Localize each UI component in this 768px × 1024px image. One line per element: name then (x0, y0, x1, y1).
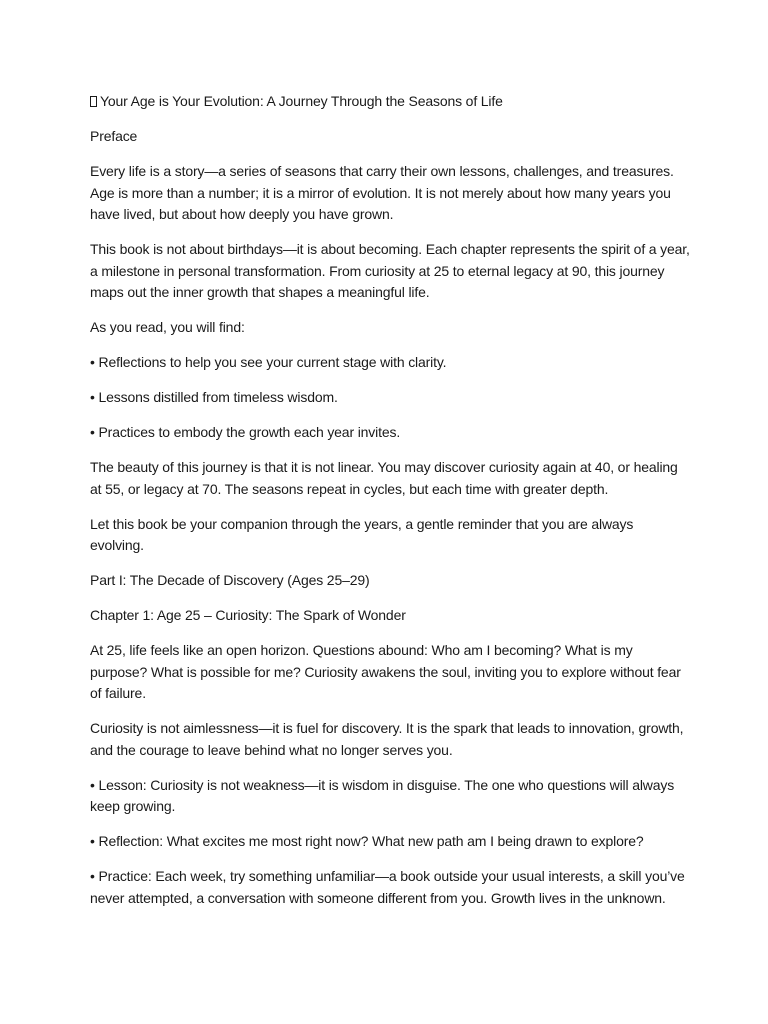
paragraph: Let this book be your companion through the years, a gentle reminder that you are always evolving. (90, 515, 634, 553)
document-page (90, 91, 690, 923)
part-heading: Part I: The Decade of Discovery (Ages 25–29) (90, 572, 370, 588)
paragraph: The beauty of this journey is that it is not linear. You may discover curiosity again at 40, or healing at 55, or legacy at 70. The seasons repeat in cycles, but each time with greater depth. (90, 459, 678, 497)
bullet-item: • Reflections to help you see your current stage with clarity. (90, 354, 447, 370)
bullet-item: • Lessons distilled from timeless wisdom. (90, 389, 338, 405)
paragraph: Every life is a story—a series of seasons that carry their own lessons, challenges, and treasures. Age is more than a number; it is a mirror of evolution. It is not merely about how many years you have lived, but about how deeply you have grown. (90, 163, 674, 222)
document-title-text: Your Age is Your Evolution: A Journey Through the Seasons of Life (100, 93, 503, 109)
paragraph: Curiosity is not aimlessness—it is fuel for discovery. It is the spark that leads to innovation, growth, and the courage to leave behind what no longer serves you. (90, 720, 684, 758)
document-title (90, 91, 690, 113)
bullet-item: • Practices to embody the growth each year invites. (90, 424, 401, 440)
paragraph: At 25, life feels like an open horizon. Questions abound: Who am I becoming? What is my purpose? What is possible for me? Curiosity awakens the soul, inviting you to explore without fear of failure. (90, 642, 681, 701)
paragraph: This book is not about birthdays—it is about becoming. Each chapter represents the spirit of a year, a milestone in personal transformation. From curiosity at 25 to eternal legacy at 90, this journey maps out the inner growth that shapes a meaningful life. (90, 241, 690, 300)
bullet-item: • Lesson: Curiosity is not weakness—it is wisdom in disguise. The one who questions will always keep growing. (90, 776, 675, 814)
chapter-heading: Chapter 1: Age 25 – Curiosity: The Spark of Wonder (90, 607, 406, 623)
missing-glyph-icon (90, 96, 97, 107)
paragraph: As you read, you will find: (90, 319, 245, 335)
preface-heading: Preface (90, 128, 138, 144)
bullet-item: • Practice: Each week, try something unfamiliar—a book outside your usual interests, a skill you’ve never attempted, a conversation with someone different from you. Growth lives in the unknown. (90, 868, 685, 906)
bullet-item: • Reflection: What excites me most right now? What new path am I being drawn to explore? (90, 833, 644, 849)
